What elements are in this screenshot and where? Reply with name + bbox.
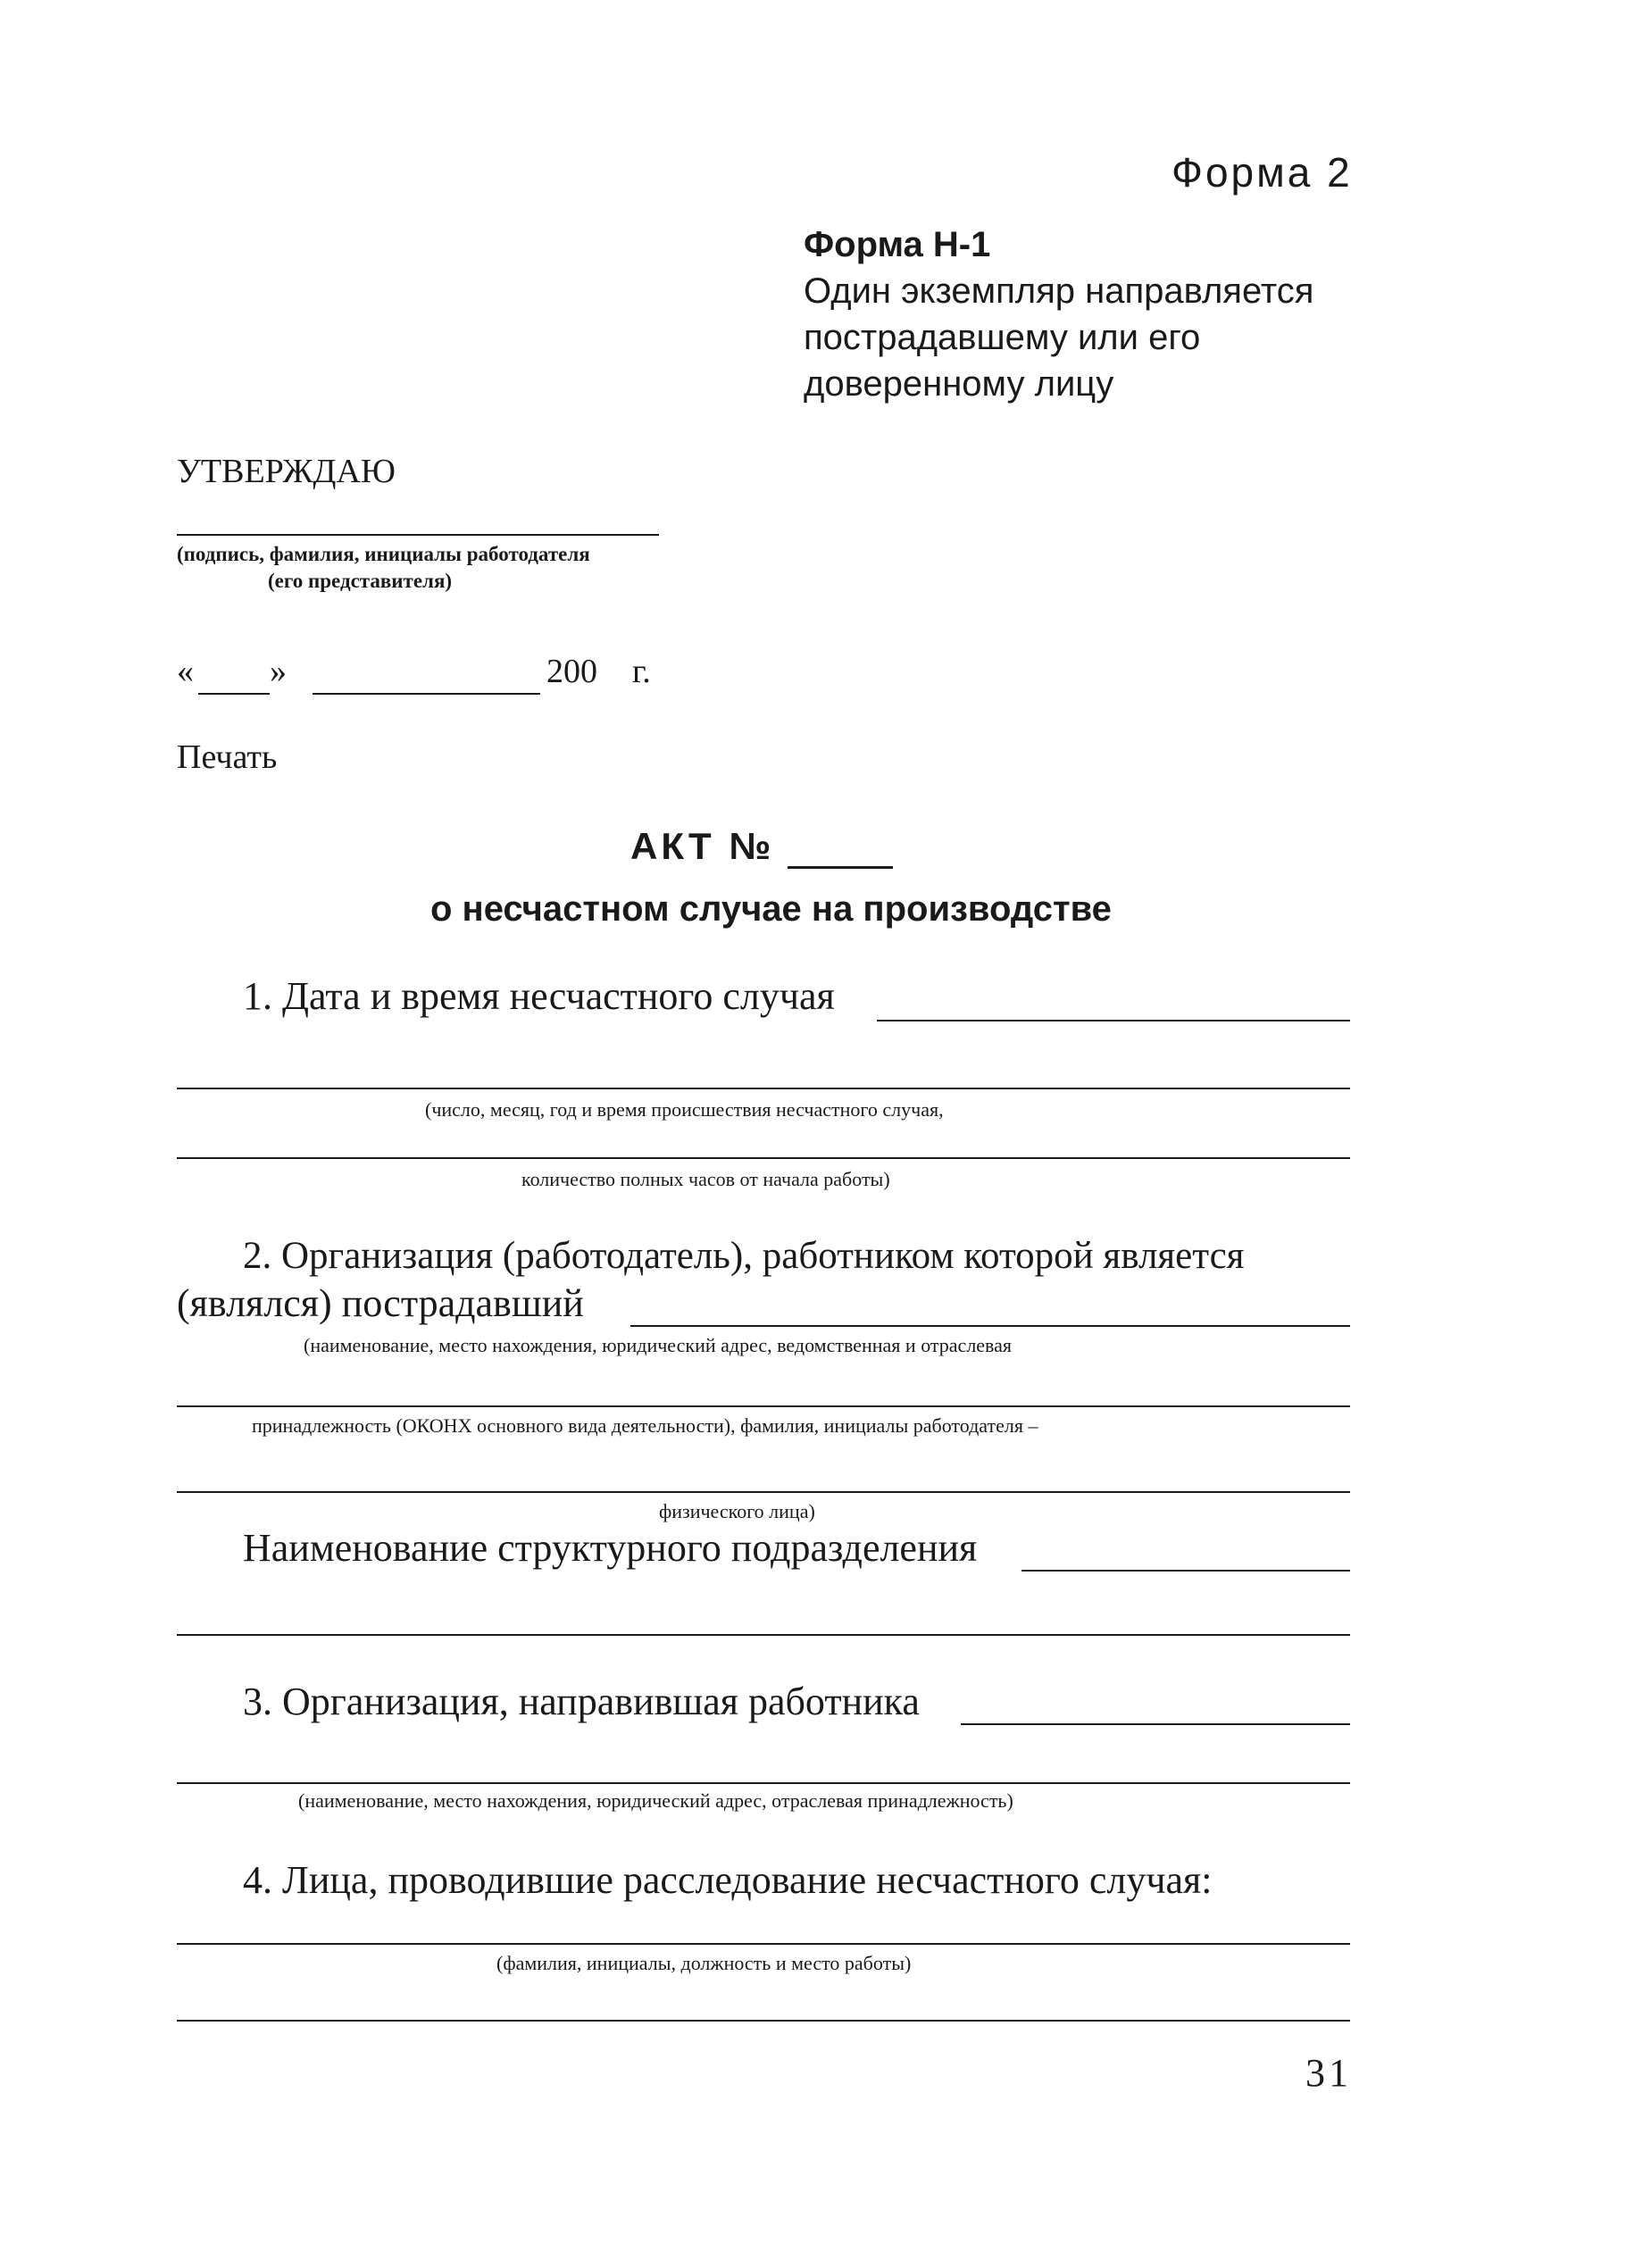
stamp-label: Печать: [177, 738, 278, 776]
signature-caption-line1: (подпись, фамилия, инициалы работодателя: [177, 543, 590, 565]
section-2-caption2: принадлежность (ОКОНХ основного вида деятельности), фамилия, инициалы работодателя –: [252, 1414, 1038, 1437]
section-1-caption2: количество полных часов от начала работы): [521, 1168, 890, 1190]
section-2-label-line2: (являлся) пострадавший: [177, 1281, 584, 1325]
section-4-caption: (фамилия, инициалы, должность и место работы): [496, 1952, 912, 1974]
date-open-quote: «: [177, 653, 194, 690]
form-code: Форма Н-1: [804, 225, 991, 264]
section-2-fill-line: [630, 1325, 1350, 1327]
section-3-line2: [177, 1782, 1350, 1784]
signature-caption-line2: (его представителя): [268, 570, 453, 592]
section-2-subunit-line2: [177, 1634, 1350, 1636]
date-year-suffix: г.: [632, 653, 651, 690]
section-2-subunit-fill-line: [1021, 1570, 1350, 1572]
section-3-fill-line: [961, 1723, 1350, 1725]
date-year-prefix: 200: [546, 653, 597, 690]
distribution-note-line2: пострадавшему или его: [804, 318, 1201, 357]
section-4-line2: [177, 2020, 1350, 2022]
section-4-label: 4. Лица, проводившие расследование несчастного случая:: [243, 1858, 1213, 1902]
section-1-line3: [177, 1157, 1350, 1159]
section-2-caption1: (наименование, место нахождения, юридический адрес, ведомственная и отраслевая: [304, 1334, 1013, 1356]
section-1-label: 1. Дата и время несчастного случая: [243, 974, 835, 1018]
date-day-line: [198, 693, 270, 695]
section-4-line1: [177, 1943, 1350, 1945]
section-2-line2: [177, 1405, 1350, 1407]
section-1-line2: [177, 1088, 1350, 1089]
act-subtitle: о несчастном случае на производстве: [430, 889, 1112, 929]
section-3-label: 3. Организация, направившая работника: [243, 1680, 920, 1723]
section-2-subunit-label: Наименование структурного подразделения: [243, 1526, 978, 1570]
act-title: АКТ №: [630, 825, 775, 867]
section-1-caption1: (число, месяц, год и время происшествия несчастного случая,: [425, 1098, 944, 1121]
date-month-line: [313, 693, 540, 695]
section-2-label-line1: 2. Организация (работодатель), работником которой является: [243, 1235, 1245, 1277]
approve-label: УТВЕРЖДАЮ: [177, 453, 396, 490]
distribution-note-line3: доверенному лицу: [804, 364, 1114, 404]
signature-line: [177, 534, 659, 536]
date-close-quote: »: [270, 653, 287, 690]
section-2-caption3: физического лица): [659, 1500, 815, 1522]
section-3-caption: (наименование, место нахождения, юридический адрес, отраслевая принадлежность): [298, 1789, 1013, 1812]
act-number-line: [788, 866, 893, 869]
page-number: 31: [1305, 2051, 1352, 2095]
distribution-note-line1: Один экземпляр направляется: [804, 271, 1314, 311]
section-1-fill-line: [877, 1020, 1350, 1021]
section-2-line3: [177, 1491, 1350, 1493]
form-number: Форма 2: [1172, 149, 1353, 196]
